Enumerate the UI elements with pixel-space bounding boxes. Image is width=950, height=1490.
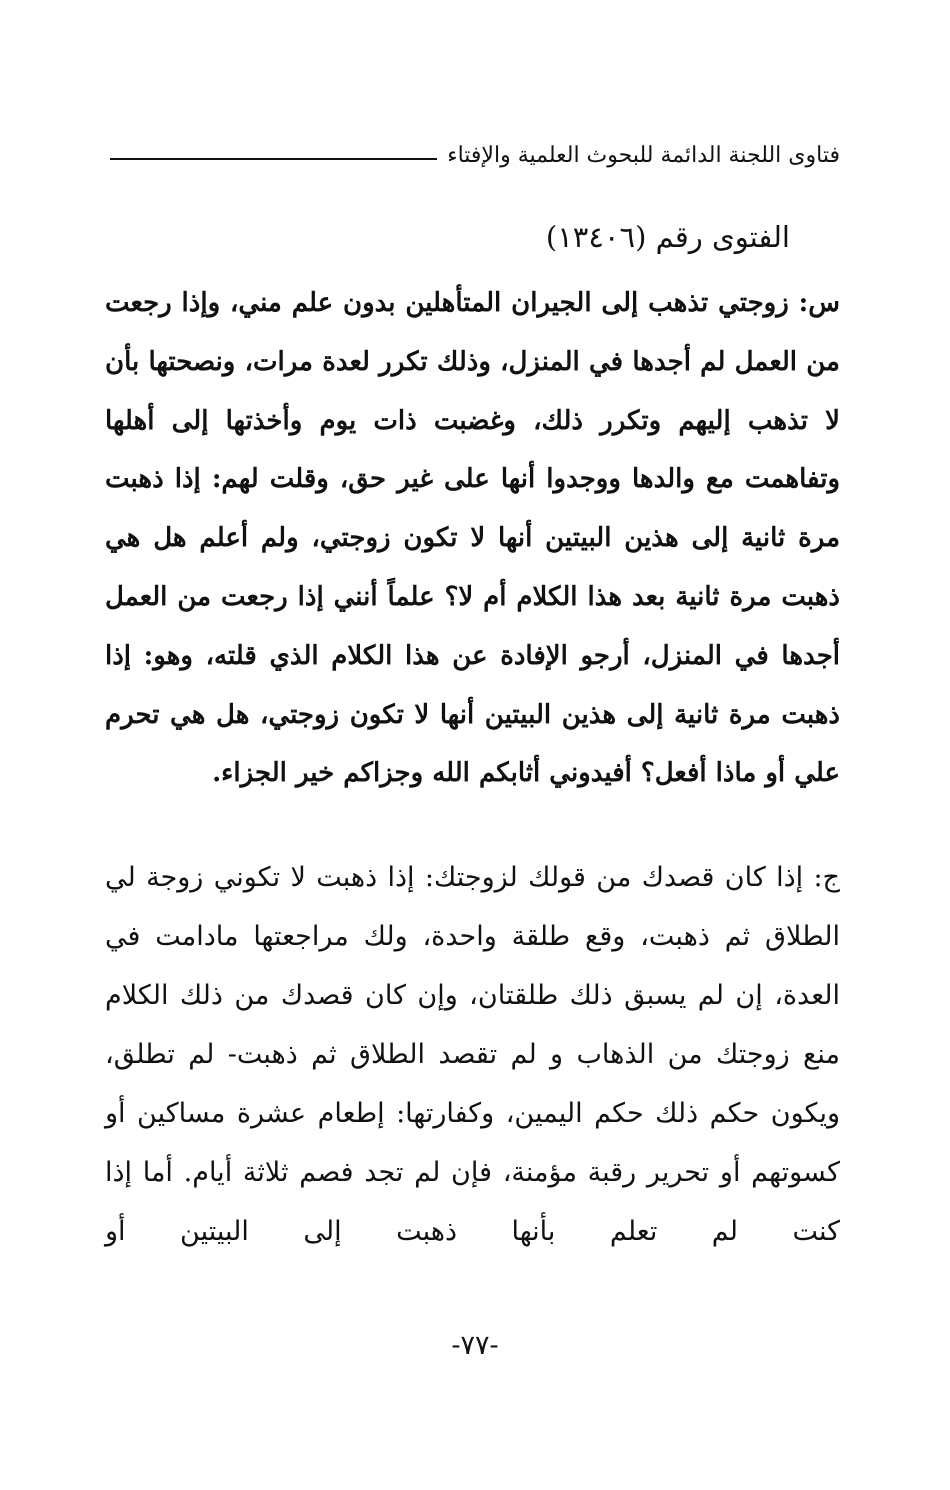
header-title: فتاوى اللجنة الدائمة للبحوث العلمية والإفتاء (447, 143, 840, 168)
header-rule (110, 158, 437, 160)
answer-paragraph: ج: إذا كان قصدك من قولك لزوجتك: إذا ذهبت لا تكوني زوجة لي الطلاق ثم ذهبت، وقع طلقة واحدة، ولك مراجعتها مادامت في العدة، إن لم يسبق ذلك طلقتان، وإن كان قصدك من ذلك الكلام منع زوجتك من الذهاب و لم تقصد الطلاق ثم ذهبت- لم تطلق، ويكون حكم ذلك حكم اليمين، وكفارتها: إطعام عشرة مساكين أو كسوتهم أو تحرير رقبة مؤمنة، فإن لم تجد فصم ثلاثة أيام. أما إذا كنت لم تعلم بأنها ذهبت إلى البيتين أو (105, 862, 840, 1247)
page-number: -٧٧- (451, 1330, 499, 1361)
fatwa-title: الفتوى رقم (١٣٤٠٦) (545, 220, 790, 254)
question-paragraph: س: زوجتي تذهب إلى الجيران المتأهلين بدون علم مني، وإذا رجعت من العمل لم أجدها في المنزل، وذلك تكرر لعدة مرات، ونصحتها بأن لا تذهب إليهم وتكرر ذلك، وغضبت ذات يوم وأخذتها إلى أهلها وتفاهمت مع والدها ووجدوا أنها على غير حق، وقلت لهم: إذا ذهبت مرة ثانية إلى هذين البيتين أنها لا تكون زوجتي، ولم أعلم هل هي ذهبت مرة ثانية بعد هذا الكلام أم لا؟ علماً أنني إذا رجعت من العمل أجدها في المنزل، أرجو الإفادة عن هذا الكلام الذي قلته، وهو: إذا ذهبت مرة ثانية إلى هذين البيتين أنها لا تكون زوجتي، هل هي تحرم علي أو ماذا أفعل؟ أفيدوني أثابكم الله وجزاكم خير الجزاء. (105, 288, 840, 789)
running-header (110, 138, 840, 174)
